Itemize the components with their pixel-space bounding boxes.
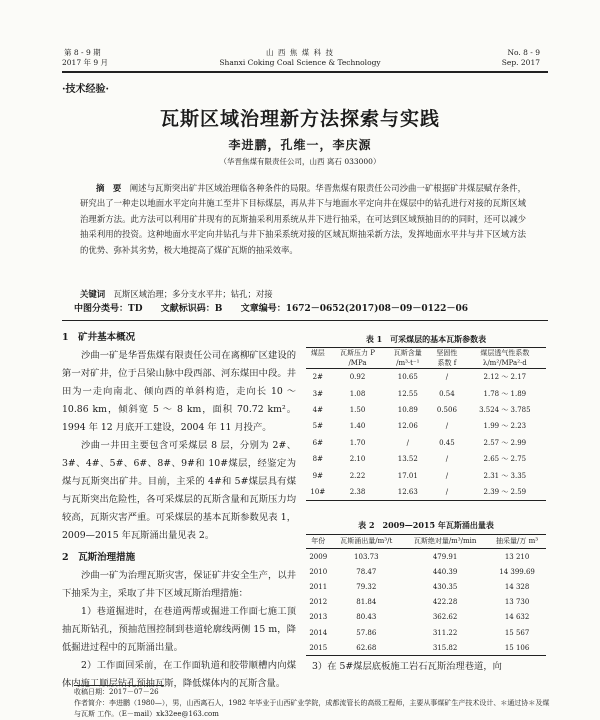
table2-caption: 表 2 2009—2015 年瓦斯涌出量表 [358, 520, 494, 530]
table1-header-cell: 煤层透气性系数 [480, 349, 530, 357]
table2-header-cell: 瓦斯绝对量/m³/min [413, 537, 477, 545]
section2-p1: 沙曲一矿为治理瓦斯灾害，保证矿井安全生产，以井下抽采为主，采取了井下区域瓦斯治理措施： [62, 570, 296, 599]
classification [74, 303, 544, 315]
table1-cell: 2.39 ～ 2.59 [483, 487, 527, 496]
table2-cell: 2015 [309, 643, 328, 652]
table1-cell: 1.50 [349, 405, 366, 414]
header-issue-en: No. 8 - 9 [507, 48, 540, 57]
table1-cell: / [445, 373, 449, 382]
table2-cell: 15 106 [504, 643, 530, 652]
table2-cell: 440.39 [432, 567, 458, 576]
table-row [306, 467, 546, 483]
section1-p1: 沙曲一矿是华晋焦煤有限责任公司在离柳矿区建设的第一对矿井，位于吕梁山脉中段西部、河东煤田中段。井田为一走向南北、倾向西的单斜构造，走向长 10 ～ 10.86 km，倾斜宽 5 ～ 8 km，面积 70.72 km²。1994 年 12 月底开工建设，2004 年 11 月投产。 [62, 350, 296, 433]
article-number: 文章编号：1672－0652(2017)08－09－0122－06 [240, 304, 468, 314]
table1-cell: 2.22 [349, 471, 366, 480]
table1-header-cell [306, 358, 330, 369]
received-date: 收稿日期：2017－07－26 [74, 688, 159, 696]
table1-cell: 2.31 ～ 3.35 [483, 471, 527, 480]
table1-cell: / [406, 438, 409, 447]
table1-cell: 2.12 ～ 2.17 [483, 373, 527, 382]
table1-header-cell: 瓦斯压力 P [340, 349, 375, 357]
table2-cell: 14 399.69 [499, 567, 535, 576]
table1-cell: 10# [310, 487, 326, 496]
table2-cell: 479.91 [432, 552, 458, 561]
table2-cell: 13 730 [504, 598, 530, 607]
table1-cell: 0.92 [349, 373, 366, 382]
table-row [306, 625, 546, 640]
header-date-en: Sep. 2017 [501, 58, 540, 67]
keywords-label: 关键词 [80, 289, 106, 299]
table1-cell: / [445, 471, 449, 480]
page-title: 瓦斯区域治理新方法探索与实践 [159, 108, 440, 130]
section2-heading: 2 瓦斯治理措施 [62, 552, 136, 563]
header-journal-cn: 山 西 焦 煤 科 技 [266, 48, 334, 57]
section-label: ·技术经验· [62, 84, 109, 95]
table1-cell: 3# [312, 389, 323, 398]
table1-cell: 1.99 ～ 2.23 [483, 422, 527, 431]
table2-cell: 103.73 [354, 552, 379, 561]
table-row [306, 385, 546, 401]
abstract-rule [62, 320, 548, 321]
table2-cell: 14 632 [504, 613, 530, 622]
table2-cell: 15 567 [504, 628, 530, 637]
table1-header-cell: /MPa [348, 359, 367, 367]
table1-cell: 10.65 [397, 373, 418, 382]
table-row [306, 402, 546, 418]
table1-cell: 2.57 ～ 2.99 [483, 438, 527, 447]
table1-cell: 1.70 [349, 438, 366, 447]
authors: 李进鹏，孔维一，李庆源 [228, 138, 372, 152]
left-column [62, 329, 296, 693]
table-row [306, 549, 546, 565]
table2-cell: 62.68 [356, 643, 377, 652]
table-row [306, 640, 546, 656]
abstract-label: 摘 要 [96, 183, 122, 193]
table1-cell: 5# [312, 422, 323, 431]
table-row [306, 484, 546, 501]
section2-p2: 1）巷道掘进时，在巷道两帮或掘进工作面七施工顶抽瓦斯钻孔，预抽范围控制到巷道轮廓线两侧 15 m，降低掘进过程中的瓦斯涌出量。 [62, 606, 296, 653]
table2-header-cell: 年份 [311, 537, 326, 545]
table1-cell: 0.45 [439, 438, 455, 447]
table-row [306, 418, 546, 434]
table2-header-cell: 抽采量/万 m³ [496, 537, 539, 545]
table1-cell: 9# [312, 471, 323, 480]
header-journal-en: Shanxi Coking Coal Science & Technology [219, 58, 381, 67]
table1-cell: 1.40 [349, 422, 366, 431]
table-row [306, 595, 546, 610]
section1-p2: 沙曲一井田主要包含可采煤层 8 层，分别为 2#、3#、4#、5#、6#、8#、9#和 10#煤层，经鉴定为煤与瓦斯突出矿井。目前，主采的 4#和 5#煤层具有煤与瓦斯突出危险性，各可采煤层的瓦斯含量和瓦斯压力均较高，瓦斯灾害严重。可采煤层的基本瓦斯参数见表 1，2009—2015 年瓦斯涌出量见表 2。 [62, 440, 296, 541]
footnote [74, 687, 550, 720]
abstract [80, 181, 526, 258]
table1-header-cell: 坚固性 [436, 349, 458, 357]
section1-heading: 1 矿井基本概况 [62, 332, 136, 343]
table1-header-cell: 瓦斯含量 [393, 349, 422, 357]
table1-cell: 8# [312, 455, 323, 464]
table2-cell: 57.86 [356, 628, 377, 637]
table1 [306, 347, 546, 501]
table2-cell: 2012 [309, 598, 328, 607]
table-row [306, 564, 546, 579]
right-column-text [312, 658, 548, 676]
header-issue-cn: 第 8 - 9 期 [64, 48, 101, 57]
table2-cell: 81.84 [356, 598, 377, 607]
table-row [306, 435, 546, 451]
table1-header-cell: λ/m²/MPa²·d [482, 359, 527, 367]
table-row [306, 579, 546, 594]
table-row [306, 451, 546, 467]
table-row [306, 610, 546, 625]
affiliation: （华晋焦煤有限责任公司，山西 离石 033000） [219, 157, 381, 166]
table1-cell: 0.54 [439, 389, 455, 398]
table1-cell: 2.10 [349, 455, 366, 464]
table2-cell: 2013 [309, 613, 328, 622]
section2-p4: 3）在 5#煤层底板施工岩石瓦斯治理巷道，向 [312, 661, 502, 672]
table2-cell: 311.22 [432, 628, 458, 637]
table2-cell: 79.32 [356, 582, 377, 591]
table2-cell: 80.43 [356, 613, 377, 622]
table2-cell: 422.28 [432, 598, 458, 607]
section2-p3: 2）工作面回采前，在工作面轨道和胶带顺槽内向煤体内施工顺层钻孔预抽瓦斯，降低煤体内的瓦斯含量。 [62, 660, 296, 689]
table1-header-cell: 煤层 [310, 349, 325, 357]
table1-cell: 13.52 [397, 455, 418, 464]
table2-cell: 2011 [309, 582, 328, 591]
footnote-rule [74, 685, 164, 686]
table1-caption: 表 1 可采煤层的基本瓦斯参数表 [365, 334, 487, 344]
table1-cell: 12.06 [397, 422, 418, 431]
table1-cell: 17.01 [397, 471, 418, 480]
table1-cell: 12.63 [397, 487, 418, 496]
table2-cell: 13 210 [504, 552, 530, 561]
table2-cell: 14 328 [504, 582, 530, 591]
table1-cell: 12.55 [397, 389, 418, 398]
table1-cell: 3.524 ～ 3.785 [479, 405, 531, 414]
abstract-text: 阐述与瓦斯突出矿井区域治理临各种条件的局限。华晋焦煤有限责任公司沙曲一矿根据矿井煤层赋存条件，研究出了一种走以地面水平定向井施工至井下目标煤层，再从井下与地面水平定向井在煤层中的钻孔进行对接的瓦斯区域治理新方法。此方法可以利用矿井现有的瓦斯抽采利用系统从井下进行抽采，在可达到区域预抽目的的同时，还可以减少抽采利用的投资。这种地面水平定向井钻孔与井下抽采系统对接的区域瓦斯抽采新方法，发挥地面水平井与井下区域方法的优势、弥补其劣势，极大地提高了煤矿瓦斯的抽采效率。 [80, 183, 527, 255]
table2-cell: 315.82 [432, 643, 458, 652]
table2-header-cell: 瓦斯涌出量/m³/t [340, 537, 393, 545]
table2 [306, 534, 546, 656]
table1-cell: 1.08 [349, 389, 366, 398]
author-bio: 作者简介：李进鹏（1980—），男，山西离石人，1982 年毕业于山西矿业学院，成都流管长的高级工程师，主要从事煤矿生产技术设计、＊通过协＊及煤与瓦斯 工作。（E－mail）xk32ee@163.com [74, 699, 550, 718]
table2-cell: 2009 [309, 552, 328, 561]
table2-cell: 78.47 [356, 567, 377, 576]
header-date-cn: 2017 年 9 月 [62, 58, 109, 67]
table1-header-cell: 系数 f [437, 359, 457, 367]
keywords-text: 瓦斯区域治理；多分支水平井；钻孔；对接 [105, 289, 273, 299]
table2-cell: 430.35 [432, 582, 458, 591]
table1-cell: / [445, 487, 449, 496]
table1-cell: 4# [312, 405, 323, 414]
table1-cell: 0.506 [436, 405, 457, 414]
header-rule [62, 71, 548, 73]
doc-code: 文献标识码：B [160, 304, 223, 314]
table1-cell: 2.38 [349, 487, 366, 496]
table1-header-cell: /m³·t⁻¹ [396, 359, 420, 367]
table1-cell: 2.65 ～ 2.75 [483, 455, 527, 464]
table1-cell: / [445, 455, 449, 464]
table2-cell: 2014 [309, 628, 328, 637]
table1-cell: / [445, 422, 449, 431]
table1-cell: 1.78 ～ 1.89 [483, 389, 527, 398]
table1-cell: 2# [312, 373, 323, 382]
keywords [80, 287, 526, 301]
clc-number: 中图分类号：TD [74, 304, 143, 314]
table1-cell: 6# [312, 438, 323, 447]
table2-cell: 2010 [309, 567, 328, 576]
table1-cell: 10.89 [397, 405, 418, 414]
table-row [306, 369, 546, 386]
table2-cell: 362.62 [432, 613, 458, 622]
